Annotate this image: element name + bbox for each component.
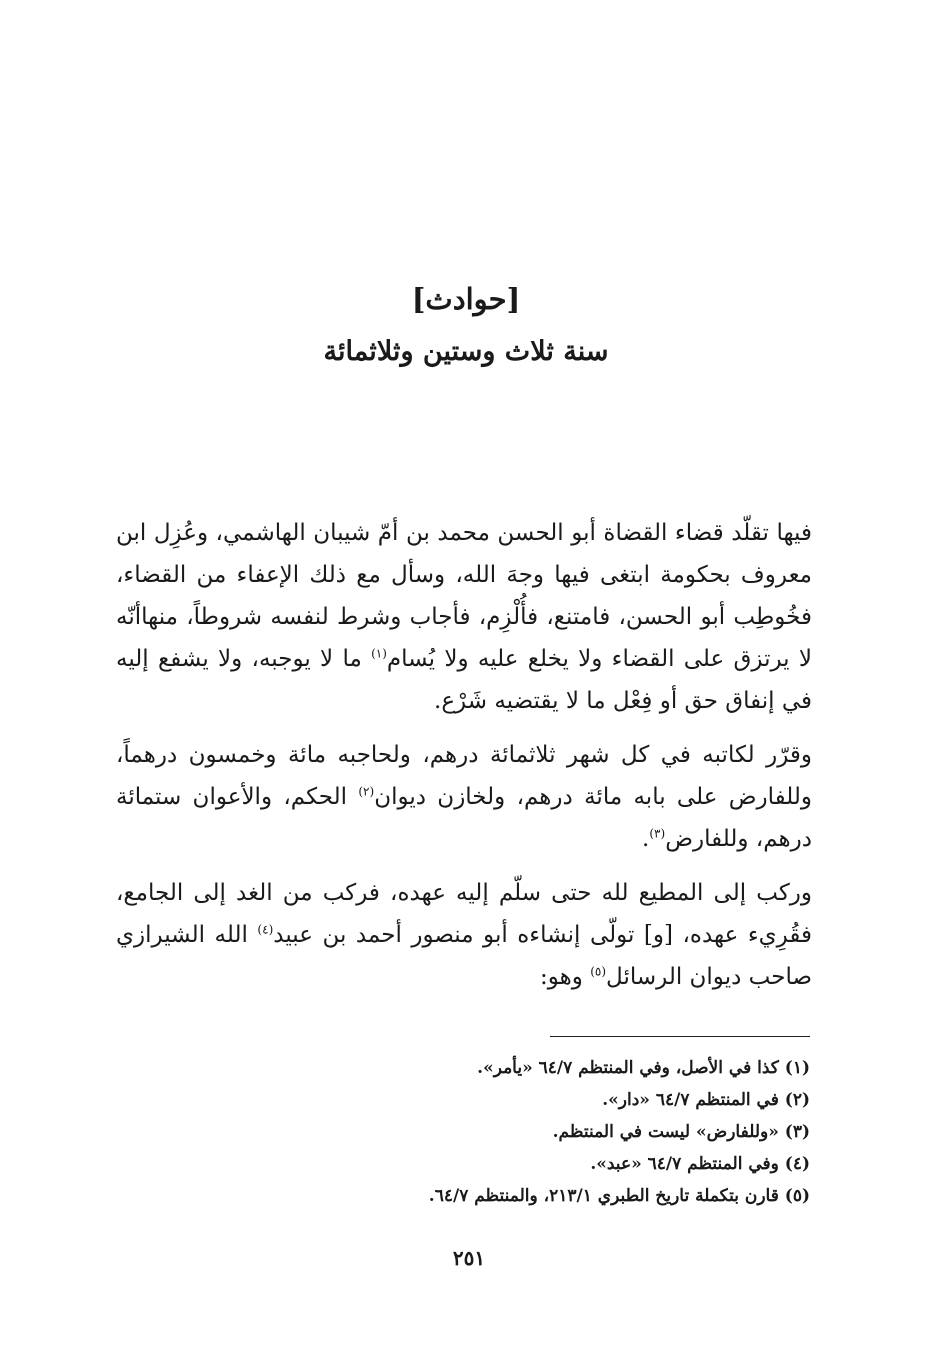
paragraph-text: وقرّر لكاتبه في كل شهر ثلاثمائة درهم، ولحاجبه مائة وخمسون درهماً، وللفارض على بابه مائة درهم، ولخازن ديوان [116, 742, 813, 810]
paragraph-3 [116, 872, 812, 998]
footnote-4: (٤) وفي المنتظم ٦٤/٧ «عبد». [590, 1154, 810, 1174]
paragraph-1 [116, 512, 812, 722]
footnote-ref-4: (٤) [257, 922, 274, 937]
paragraph-text: وهو: [540, 964, 591, 990]
page-number: ٢٥١ [452, 1246, 486, 1270]
section-heading: [حوادث] [411, 282, 521, 316]
footnote-divider [550, 1036, 810, 1037]
paragraph-text: وركب إلى المطيع لله حتى سلّم إليه عهده، فركب من الغد إلى الجامع، فقُرِيء عهده، [و] تولّى إنشاءه أبو منصور أحمد بن عبيد [116, 880, 813, 948]
paragraph-2 [116, 734, 812, 860]
footnotes-list [250, 1052, 810, 1212]
paragraph-text: فيها تقلّد قضاء القضاة أبو الحسن محمد بن أمّ شيبان الهاشمي، وعُزِل ابن معروف بحكومة ابتغى فيها وجهَ الله، وسأل مع ذلك الإعفاء من القضاء، فخُوطِب أبو الحسن، فامتنع، فأُلْزِم، فأجاب وشرط لنفسه شروطاً، منهاأنّه لا يرتزق على القضاء ولا يخلع عليه ولا يُسام [116, 520, 812, 672]
footnote-5: (٥) قارن بتكملة تاريخ الطبري ٢١٣/١، والمنتظم ٦٤/٧. [428, 1186, 810, 1206]
footnote-3: (٣) «وللفارض» ليست في المنتظم. [552, 1122, 810, 1142]
year-heading: سنة ثلاث وستين وثلاثمائة [323, 336, 609, 367]
footnote-ref-1: (١) [371, 646, 387, 661]
footnote-ref-3: (٣) [649, 826, 666, 841]
paragraph-text: الله الشيرازي صاحب ديوان الرسائل [116, 922, 812, 990]
footnote-2: (٢) في المنتظم ٦٤/٧ «دار». [602, 1090, 810, 1110]
paragraph-text: ما لا يوجبه، ولا يشفع إليه في إنفاق حق أو فِعْل ما لا يقتضيه شَرْع. [116, 646, 812, 714]
paragraph-text: الحكم، والأعوان ستمائة درهم، وللفارض [116, 784, 812, 852]
footnote-ref-2: (٢) [358, 784, 375, 799]
footnote-ref-5: (٥) [590, 964, 607, 979]
paragraph-text: . [642, 826, 650, 852]
footnote-1: (١) كذا في الأصل، وفي المنتظم ٦٤/٧ «يأمر». [477, 1058, 810, 1078]
